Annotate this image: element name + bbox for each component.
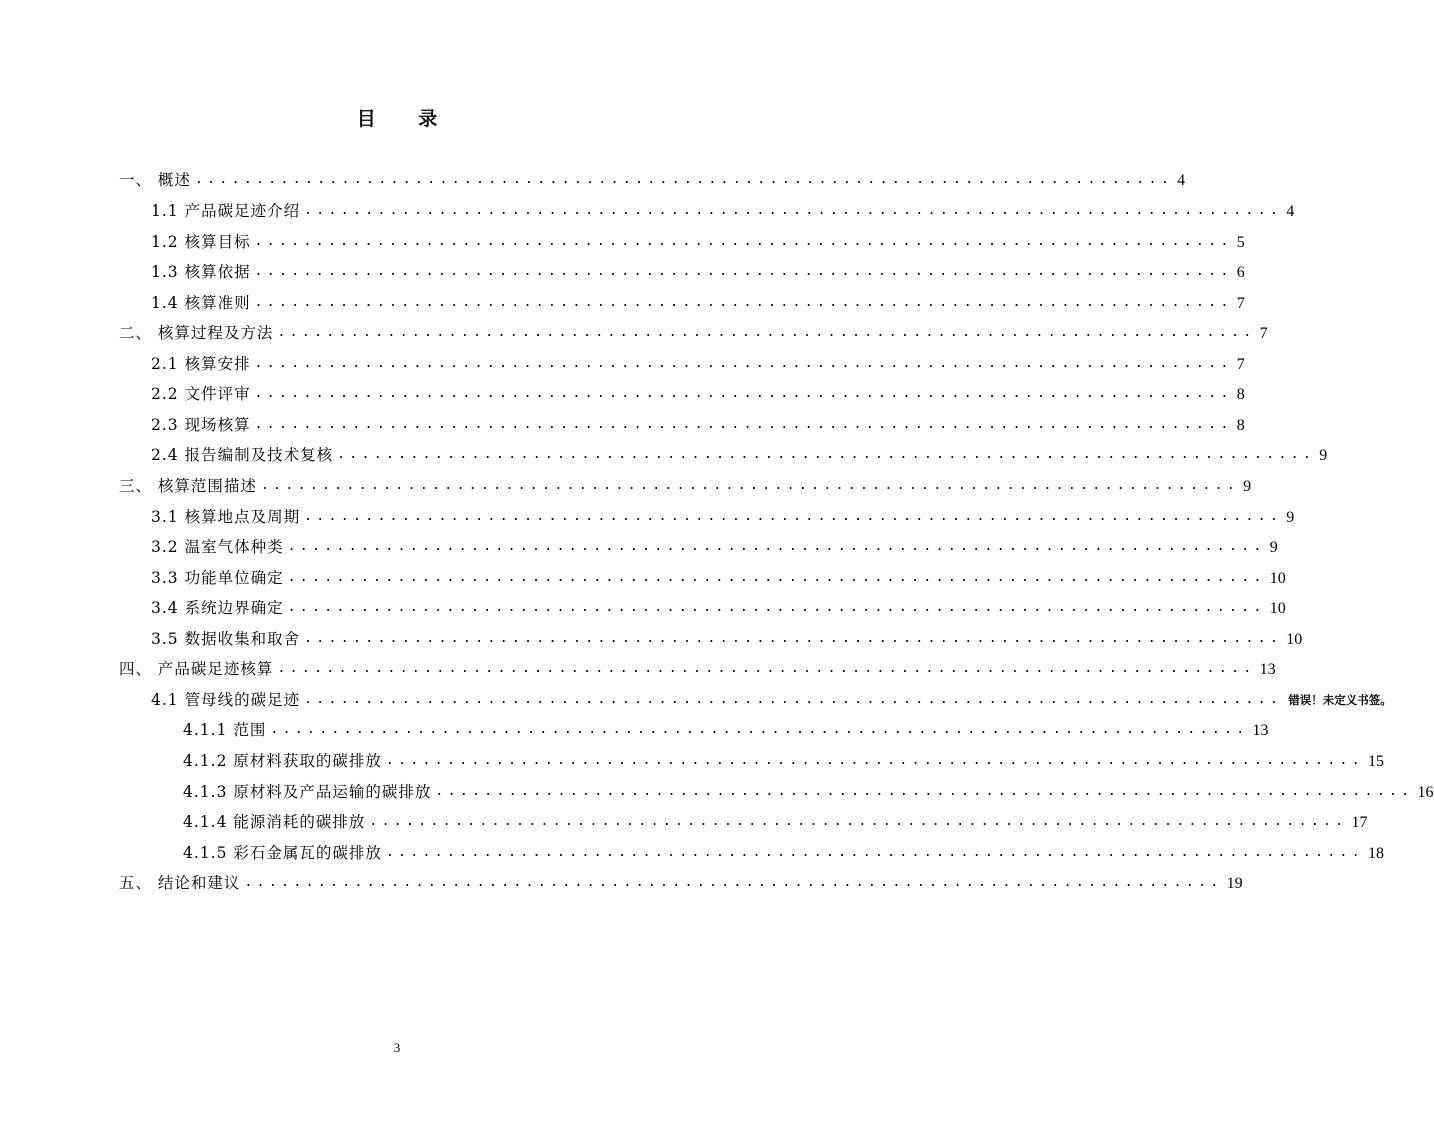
dot-leader: ................................................................................ [304,509,1283,524]
toc-entry-label: 2.1 核算安排 [151,355,251,373]
toc-entry-page: 19 [1226,875,1243,892]
toc-entry[interactable] [183,839,1385,863]
toc-entry[interactable] [151,197,1295,221]
dot-leader: ................................................................................ [304,692,1283,707]
toc-entry-page: 7 [1259,325,1268,342]
dot-leader: ................................................................................ [287,539,1266,554]
toc-entry[interactable] [151,533,1278,557]
toc-entry-page: 10 [1286,631,1303,648]
toc-entry-page: 4 [1177,172,1186,189]
toc-entry[interactable] [151,625,1303,649]
toc-entry[interactable] [151,289,1245,313]
toc-entry[interactable] [151,503,1295,527]
toc-entry[interactable] [151,594,1286,618]
dot-leader: ................................................................................ [304,631,1283,646]
toc-entry-page: 15 [1368,753,1385,770]
dot-leader: ................................................................................ [287,600,1266,615]
toc-entry-label: 4.1.4 能源消耗的碳排放 [183,813,366,831]
dot-leader: ................................................................................ [254,234,1233,249]
toc-entry[interactable] [151,441,1328,465]
toc-entry-page: 13 [1259,661,1276,678]
dot-leader: ................................................................................ [277,325,1256,340]
toc-entry-page: 9 [1286,509,1295,526]
toc-entry-label: 1.1 产品碳足迹介绍 [151,202,301,220]
toc-entry[interactable] [119,869,1243,893]
toc-entry[interactable] [151,228,1245,252]
toc-entry-page: 13 [1252,722,1269,739]
toc-entry-label: 一、 概述 [119,171,191,189]
dot-leader: ................................................................................ [304,203,1283,218]
toc-entry-page: 10 [1269,600,1286,617]
dot-leader: ................................................................................ [277,661,1256,676]
toc-entry-label: 3.2 温室气体种类 [151,538,284,556]
dot-leader: ................................................................................ [254,356,1233,371]
toc-entry[interactable] [119,319,1268,343]
dot-leader: ................................................................................ [287,570,1266,585]
toc-entry-label: 2.3 现场核算 [151,416,251,434]
toc-entry[interactable] [183,716,1269,740]
toc-entry-page: 9 [1243,478,1252,495]
dot-leader: ................................................................................ [254,417,1233,432]
toc-entry-page: 4 [1286,203,1295,220]
dot-leader: ................................................................................ [270,722,1249,737]
toc-entry-label: 2.2 文件评审 [151,385,251,403]
toc-entry[interactable] [119,472,1252,496]
toc-entry-label: 4.1 管母线的碳足迹 [151,691,301,709]
toc-entry-page: 18 [1368,845,1385,862]
toc-entry[interactable] [151,411,1245,435]
toc-entry[interactable] [119,166,1186,190]
toc-entry-label: 1.4 核算准则 [151,294,251,312]
toc-entry-error: 错误！未定义书签。 [1288,693,1392,707]
toc-entry-page: 9 [1269,539,1278,556]
toc-entry-label: 四、 产品碳足迹核算 [119,660,274,678]
toc-entry-label: 3.3 功能单位确定 [151,569,284,587]
toc-entry-label: 4.1.3 原材料及产品运输的碳排放 [183,783,432,801]
toc-entry-page: 10 [1269,570,1286,587]
dot-leader: ................................................................................ [435,784,1414,799]
toc-entry-page: 7 [1236,295,1245,312]
dot-leader: ................................................................................ [385,753,1365,768]
toc-entry-label: 3.5 数据收集和取舍 [151,630,301,648]
dot-leader: ................................................................................ [260,478,1240,493]
dot-leader: ................................................................................ [254,386,1233,401]
dot-leader: ................................................................................ [254,295,1233,310]
toc-entry[interactable] [119,655,1276,679]
page-title: 目 录 [356,108,456,130]
dot-leader: ................................................................................ [244,875,1223,890]
toc-entry-page: 16 [1417,784,1434,801]
toc-entry[interactable] [183,778,1434,802]
toc-entry-label: 1.3 核算依据 [151,263,251,281]
dot-leader: ................................................................................ [194,172,1174,187]
toc-entry[interactable] [151,350,1245,374]
dot-leader: ................................................................................ [254,264,1233,279]
toc-entry[interactable] [151,380,1245,404]
toc-entry-page: 5 [1236,234,1245,251]
toc-entry[interactable] [151,686,1392,710]
toc-entry-page: 6 [1236,264,1245,281]
dot-leader: ................................................................................ [385,845,1365,860]
toc-entry[interactable] [151,258,1245,282]
toc-entry-label: 4.1.2 原材料获取的碳排放 [183,752,382,770]
toc-entry-label: 4.1.1 范围 [183,721,267,739]
toc-entry-page: 7 [1236,356,1245,373]
toc-entry[interactable] [183,808,1368,832]
toc-entry-label: 二、 核算过程及方法 [119,324,274,342]
toc-entry-label: 2.4 报告编制及技术复核 [151,446,334,464]
toc-entry-page: 8 [1236,417,1245,434]
toc-entry[interactable] [151,564,1286,588]
toc-entry-label: 3.4 系统边界确定 [151,599,284,617]
toc-entry-label: 3.1 核算地点及周期 [151,508,301,526]
toc-entry-label: 4.1.5 彩石金属瓦的碳排放 [183,844,382,862]
toc-entry-page: 9 [1319,447,1328,464]
toc-entry-label: 三、 核算范围描述 [119,477,257,495]
page-number: 3 [393,1040,401,1055]
toc-entry-page: 17 [1351,814,1368,831]
toc-entry-page: 8 [1236,386,1245,403]
toc-entry[interactable] [183,747,1385,771]
dot-leader: ................................................................................ [369,814,1348,829]
dot-leader: ................................................................................ [337,447,1316,462]
toc-entry-label: 1.2 核算目标 [151,233,251,251]
toc-entry-label: 五、 结论和建议 [119,874,241,892]
